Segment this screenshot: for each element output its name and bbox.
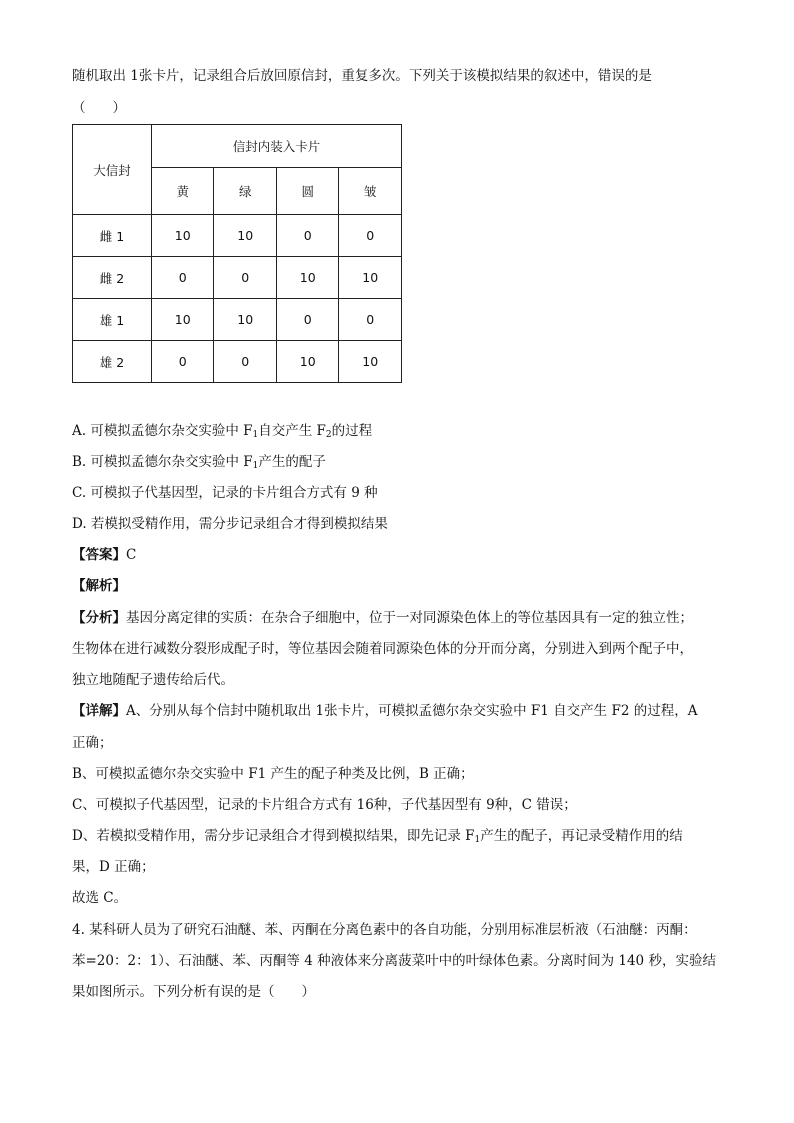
table-cell: 0 <box>214 257 276 299</box>
envelope-card-table <box>72 124 402 383</box>
analysis-detail-d-line1: D、若模拟受精作用，需分步记录组合才得到模拟结果，即先记录 $F_1$产生的配子，再记录受精作用的结 <box>72 828 683 845</box>
table-cell: 10 <box>214 299 276 341</box>
table-column-header: 圆 <box>276 168 338 215</box>
analysis-fenxi-line2: 生物体在进行减数分裂形成配子时，等位基因会随着同源染色体的分开而分离，分别进入到两个配子中， <box>72 641 693 657</box>
table-row-header: 大信封 <box>73 125 152 215</box>
question4-line1: 4. 某科研人员为了研究石油醚、苯、丙酮在分离色素中的各自功能，分别用标准层析液（石油醚：丙酮： <box>72 922 697 938</box>
option-c: C. 可模拟子代基因型，记录的卡片组合方式有 9 种 <box>72 485 378 501</box>
table-row <box>73 215 402 257</box>
table-cell: 0 <box>152 341 214 383</box>
analysis-fenxi-line3: 独立地随配子遗传给后代。 <box>72 672 234 688</box>
table-column-header: 黄 <box>152 168 214 215</box>
table-column-header: 绿 <box>214 168 276 215</box>
option-a: A. 可模拟孟德尔杂交实验中 $F_1$自交产生 $F_2$的过程 <box>72 423 373 440</box>
analysis-detail-a-line2: 正确； <box>72 735 113 751</box>
table-row-label: 雄 1 <box>73 299 152 341</box>
table-cell: 10 <box>276 341 338 383</box>
table-column-header: 皱 <box>339 168 402 215</box>
table-row-label: 雄 2 <box>73 341 152 383</box>
option-d: D. 若模拟受精作用，需分步记录组合才得到模拟结果 <box>72 516 388 532</box>
table-cell: 10 <box>339 341 402 383</box>
question3-intro-line1: 随机取出 1张卡片，记录组合后放回原信封，重复多次。下列关于该模拟结果的叙述中，错误的是 <box>72 68 652 84</box>
table-cell: 10 <box>214 215 276 257</box>
table-cell: 0 <box>152 257 214 299</box>
analysis-title: 【解析】 <box>72 578 126 594</box>
analysis-fenxi-line1: 【分析】基因分离定律的实质：在杂合子细胞中，位于一对同源染色体上的等位基因具有一定的独立性； <box>72 610 693 626</box>
table-cell: 10 <box>152 215 214 257</box>
table-column-group-header: 信封内装入卡片 <box>152 125 402 168</box>
analysis-detail-d-line2: 果，D 正确； <box>72 859 155 875</box>
table-cell: 10 <box>276 257 338 299</box>
table-row <box>73 257 402 299</box>
question4-line3: 果如图所示。下列分析有误的是（ ） <box>72 984 315 1000</box>
table-row-label: 雌 1 <box>73 215 152 257</box>
analysis-detail-a-line1: 【详解】A、分别从每个信封中随机取出 1张卡片，可模拟孟德尔杂交实验中 F1 自交产生 F2 的过程，A <box>72 703 698 719</box>
table-cell: 10 <box>339 257 402 299</box>
table-cell: 0 <box>339 299 402 341</box>
table-cell: 10 <box>152 299 214 341</box>
table-cell: 0 <box>214 341 276 383</box>
table-cell: 0 <box>339 215 402 257</box>
table-cell: 0 <box>276 215 338 257</box>
table-row <box>73 299 402 341</box>
answer-label: 【答案】 <box>72 547 126 563</box>
question4-line2: 苯=20：2：1）、石油醚、苯、丙酮等 4 种液体来分离菠菜叶中的叶绿体色素。分离时间为 140 秒，实验结 <box>72 953 716 969</box>
question3-intro-line2: （ ） <box>72 100 126 116</box>
answer-value: C <box>126 547 137 563</box>
answer-line <box>72 545 136 565</box>
table-row <box>73 341 402 383</box>
analysis-detail-b: B、可模拟孟德尔杂交实验中 F1 产生的配子种类及比例，B 正确； <box>72 766 474 782</box>
option-b: B. 可模拟孟德尔杂交实验中 $F_1$产生的配子 <box>72 454 326 471</box>
analysis-detail-c: C、可模拟子代基因型，记录的卡片组合方式有 16种，子代基因型有 9种，C 错误； <box>72 797 577 813</box>
table-cell: 0 <box>276 299 338 341</box>
analysis-conclusion: 故选 C。 <box>72 890 128 906</box>
table-row-label: 雌 2 <box>73 257 152 299</box>
